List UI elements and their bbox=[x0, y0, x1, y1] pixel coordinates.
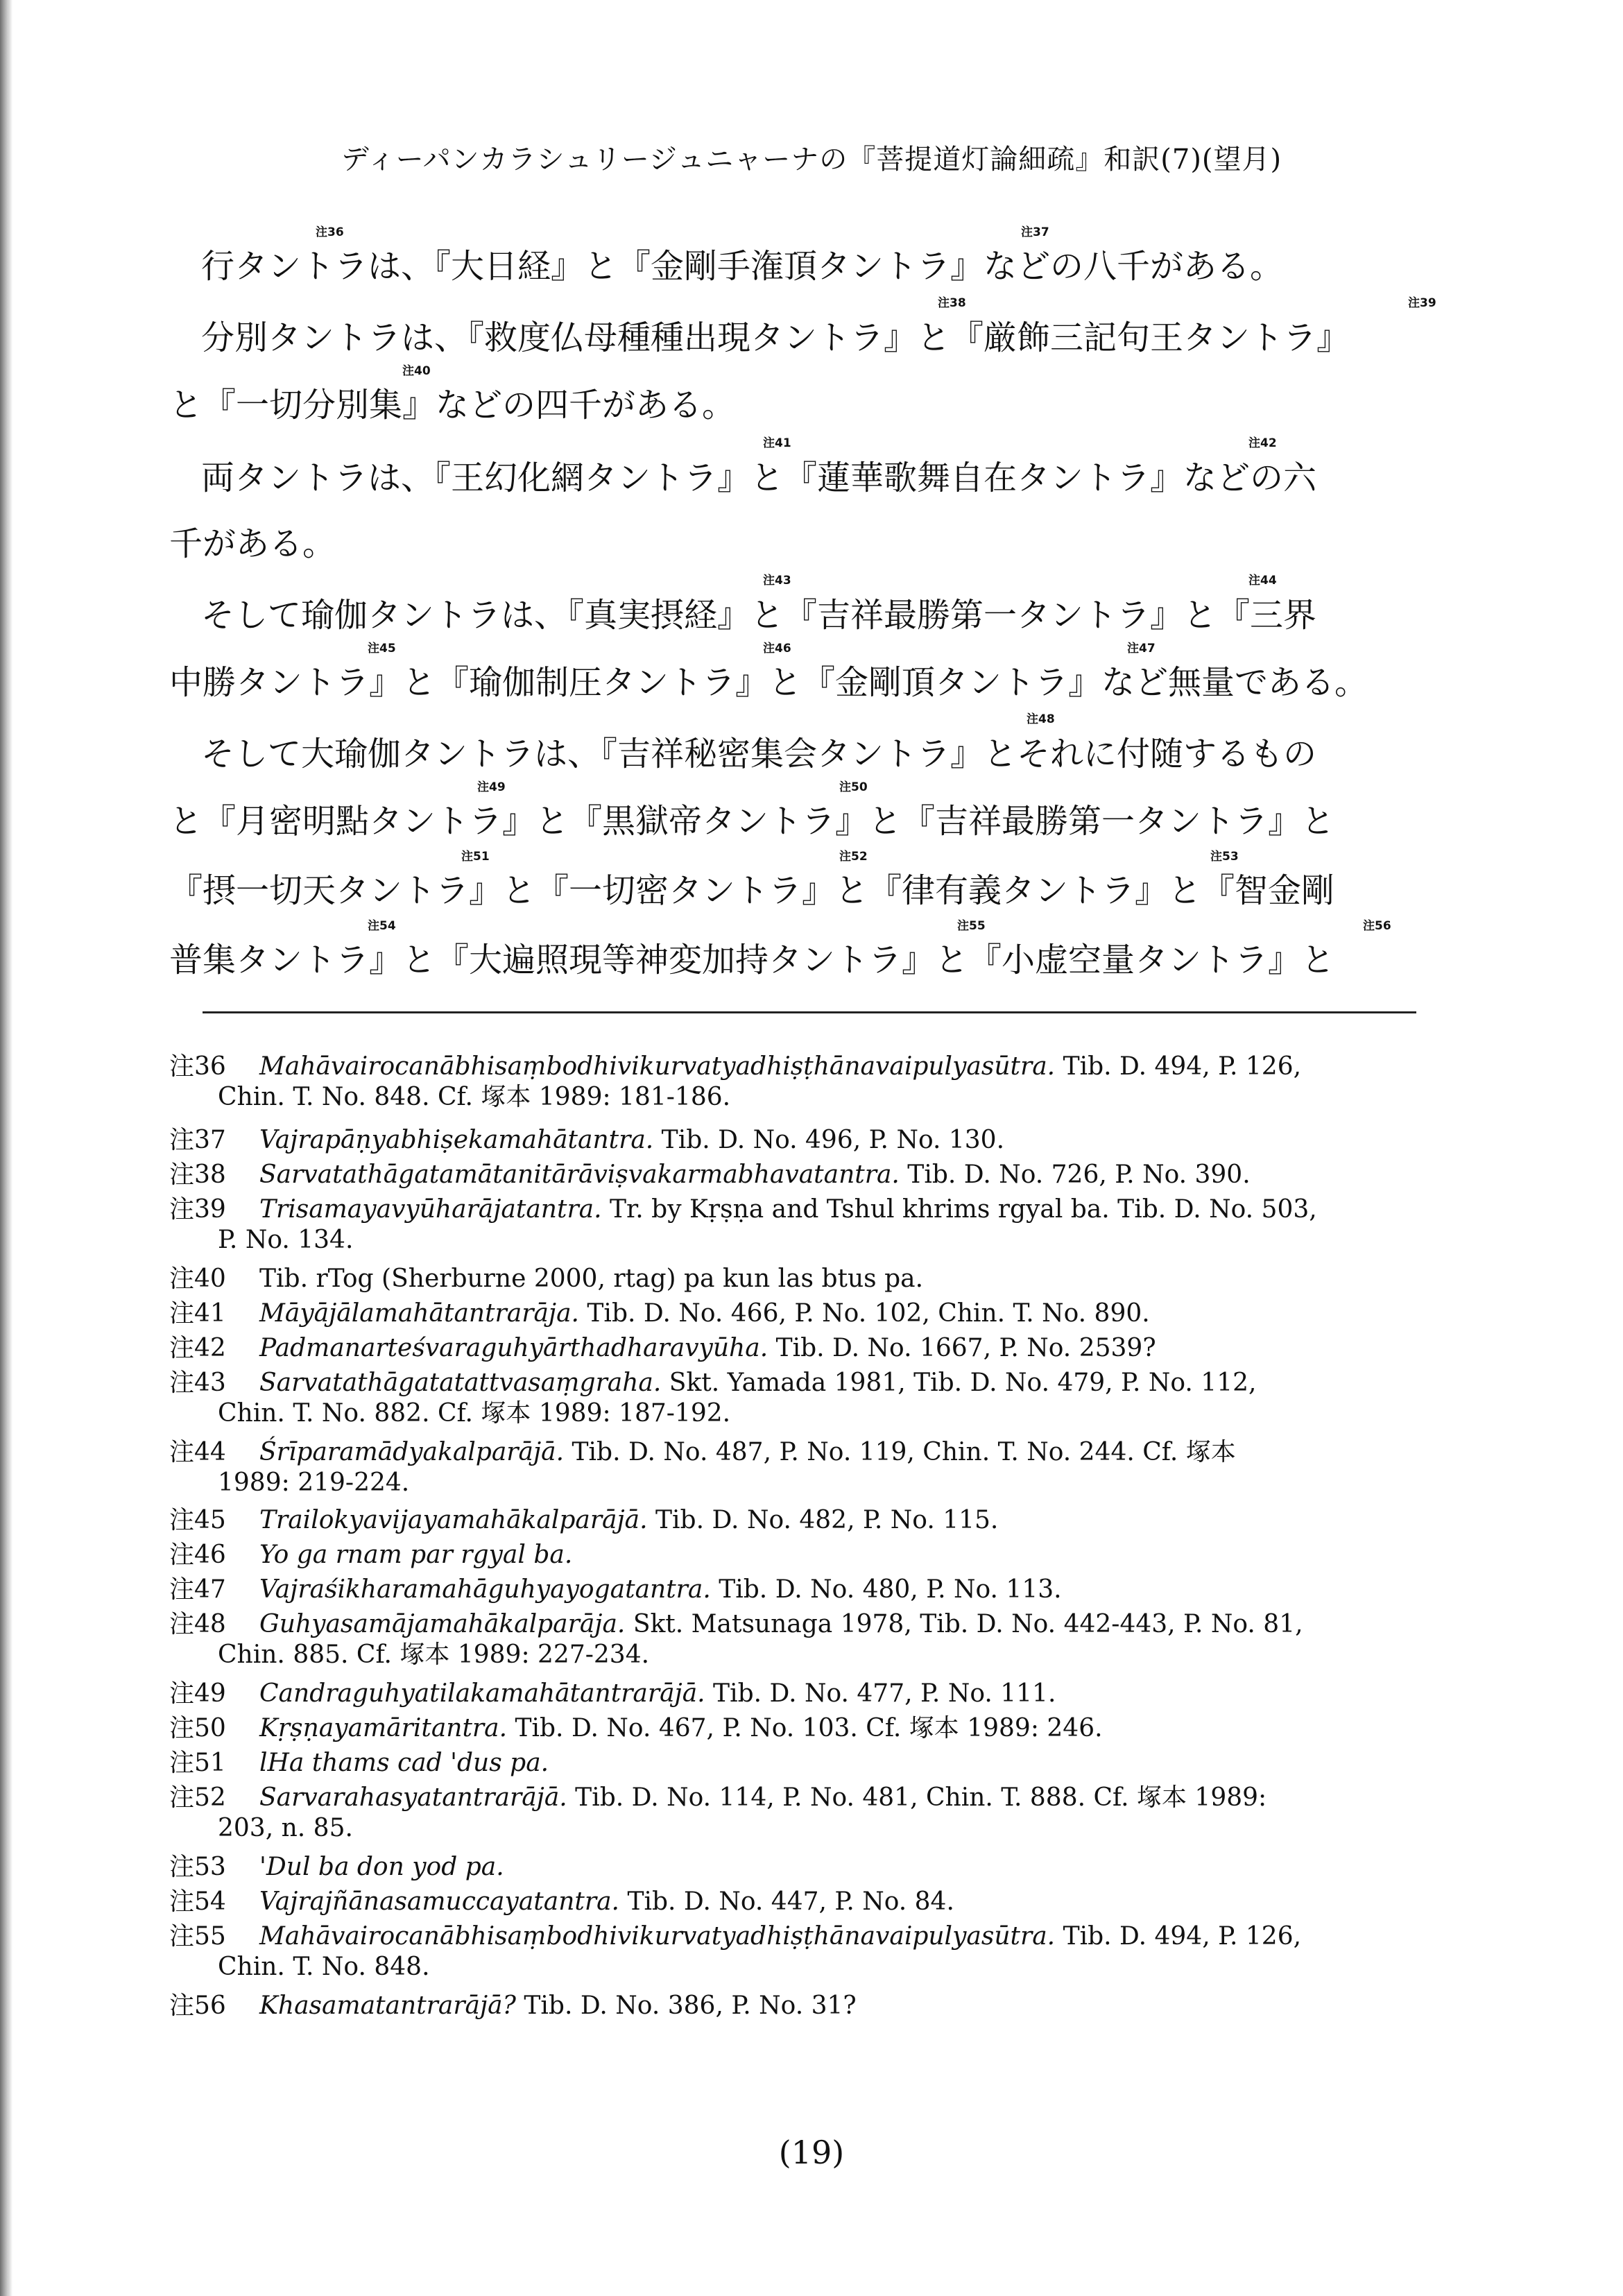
note-ref: 注52 bbox=[839, 850, 868, 864]
footnote-title: Padmanarteśvaraguhyārthadharavyūha. bbox=[259, 1334, 768, 1362]
footnote bbox=[169, 1748, 1470, 1779]
body-line: 両タントラは、『王幻化網タントラ』と『蓮華歌舞自在タントラ』などの六 bbox=[201, 459, 1317, 497]
footnote-title: Vajrajñānasamuccayatantra. bbox=[259, 1887, 619, 1916]
footnote-text: Tib. D. 494, P. 126, bbox=[1055, 1922, 1302, 1951]
footnote-continuation: Chin. 885. Cf. 塚本 1989: 227-234. bbox=[218, 1640, 650, 1669]
footnote-label: 注54 bbox=[169, 1887, 226, 1916]
footnote bbox=[169, 1052, 1470, 1113]
footnote bbox=[169, 1160, 1470, 1190]
body-line: そして瑜伽タントラは、『真実摂経』と『吉祥最勝第一タントラ』と『三界 bbox=[201, 596, 1317, 635]
note-ref: 注47 bbox=[1127, 642, 1156, 656]
body-line: 千がある。 bbox=[169, 524, 336, 563]
footnote-label: 注51 bbox=[169, 1749, 226, 1777]
footnote-title: Trailokyavijayamahākalparājā. bbox=[259, 1506, 648, 1534]
footnote-label: 注56 bbox=[169, 1991, 226, 2020]
footnote-continuation: Chin. T. No. 882. Cf. 塚本 1989: 187-192. bbox=[218, 1399, 731, 1428]
footnote-text: Tr. by Kṛṣṇa and Tshul khrims rgyal ba. Tib. D. No. 503, bbox=[601, 1195, 1317, 1224]
footnote-label: 注46 bbox=[169, 1541, 226, 1569]
footnote-continuation: P. No. 134. bbox=[218, 1226, 354, 1254]
footnote-text: Tib. D. No. 726, P. No. 390. bbox=[899, 1160, 1251, 1189]
footnote-label: 注49 bbox=[169, 1679, 226, 1708]
body-line: 分別タントラは、『救度仏母種種出現タントラ』と『厳飾三記句王タントラ』 bbox=[201, 318, 1350, 357]
body-line: と『一切分別集』などの四千がある。 bbox=[169, 386, 736, 425]
body-line: と『月密明點タントラ』と『黒獄帝タントラ』と『吉祥最勝第一タントラ』と bbox=[169, 802, 1335, 841]
footnote-title: Sarvatathāgatamātanitārāviṣvakarmabhavatantra. bbox=[259, 1160, 900, 1189]
footnote bbox=[169, 1333, 1470, 1364]
footnote-text: Tib. D. No. 1667, P. No. 2539? bbox=[768, 1334, 1156, 1362]
footnote-title: Vajraśikharamahāguhyayogatantra. bbox=[259, 1575, 711, 1604]
note-ref: 注56 bbox=[1363, 919, 1391, 933]
footnote bbox=[169, 1783, 1470, 1844]
footnote-text: Tib. D. No. 467, P. No. 103. Cf. 塚本 1989: 246. bbox=[507, 1714, 1103, 1742]
footnote bbox=[169, 1713, 1470, 1744]
note-ref: 注45 bbox=[368, 642, 396, 656]
page-number: (19) bbox=[778, 2134, 845, 2171]
footnote-text: Tib. D. No. 114, P. No. 481, Chin. T. 888. Cf. 塚本 1989: bbox=[567, 1783, 1267, 1812]
footnote-text: Tib. D. No. 466, P. No. 102, Chin. T. No. 890. bbox=[578, 1299, 1150, 1328]
body-line: 中勝タントラ』と『瑜伽制圧タントラ』と『金剛頂タントラ』など無量である。 bbox=[169, 663, 1368, 702]
note-ref: 注38 bbox=[938, 296, 966, 310]
footnote bbox=[169, 1194, 1470, 1256]
footnote-label: 注53 bbox=[169, 1853, 226, 1881]
footnote-label: 注50 bbox=[169, 1714, 226, 1742]
note-ref: 注55 bbox=[957, 919, 986, 933]
footnote-title: Candraguhyatilakamahātantrarājā. bbox=[259, 1679, 705, 1708]
running-header: ディーパンカラシュリージュニャーナの『菩提道灯論細疏』和訳(7)(望月) bbox=[341, 144, 1282, 175]
footnote-label: 注52 bbox=[169, 1783, 226, 1812]
footnote-title: Mahāvairocanābhisaṃbodhivikurvatyadhiṣṭhānavaipulyasūtra. bbox=[259, 1052, 1056, 1081]
footnote-title: Yo ga rnam par rgyal ba. bbox=[259, 1541, 573, 1569]
footnote-label: 注39 bbox=[169, 1195, 226, 1224]
footnote-text: Tib. D. No. 386, P. No. 31? bbox=[515, 1991, 857, 2020]
note-ref: 注41 bbox=[763, 436, 791, 450]
footnote-label: 注55 bbox=[169, 1922, 226, 1951]
footnote-continuation: Chin. T. No. 848. Cf. 塚本 1989: 181-186. bbox=[218, 1083, 731, 1111]
footnote bbox=[169, 1505, 1470, 1536]
note-ref: 注54 bbox=[368, 919, 396, 933]
note-ref: 注37 bbox=[1021, 225, 1049, 239]
footnote-text: Tib. D. No. 487, P. No. 119, Chin. T. No. 244. Cf. 塚本 bbox=[564, 1438, 1236, 1466]
footnote bbox=[169, 1368, 1470, 1429]
footnote-title: Vajrapāṇyabhiṣekamahātantra. bbox=[259, 1126, 654, 1154]
footnote-title: Guhyasamājamahākalparāja. bbox=[259, 1610, 626, 1638]
note-ref: 注40 bbox=[402, 364, 431, 378]
footnote bbox=[169, 1991, 1470, 2021]
note-ref: 注44 bbox=[1248, 574, 1277, 588]
note-ref: 注53 bbox=[1210, 850, 1239, 864]
footnote-title: Trisamayavyūharājatantra. bbox=[259, 1195, 602, 1224]
footnote-title: Khasamatantrarājā? bbox=[259, 1991, 516, 2020]
footnote bbox=[169, 1609, 1470, 1670]
footnote-label: 注48 bbox=[169, 1610, 226, 1638]
footnote-text: Tib. D. No. 447, P. No. 84. bbox=[619, 1887, 954, 1916]
footnote-label: 注42 bbox=[169, 1334, 226, 1362]
footnote-title: Sarvarahasyatantrarājā. bbox=[259, 1783, 567, 1812]
note-ref: 注49 bbox=[477, 780, 506, 794]
footnote bbox=[169, 1299, 1470, 1329]
note-ref: 注43 bbox=[763, 574, 791, 588]
footnote bbox=[169, 1852, 1470, 1883]
footnote-label: 注47 bbox=[169, 1575, 226, 1604]
footnote-divider bbox=[203, 1011, 1416, 1013]
scan-binding-shadow bbox=[8, 0, 12, 2296]
footnote-label: 注45 bbox=[169, 1506, 226, 1534]
footnote-title: Māyājālamahātantrarāja. bbox=[259, 1299, 579, 1328]
scan-binding-edge bbox=[0, 0, 8, 2296]
footnote-text: Tib. D. No. 482, P. No. 115. bbox=[647, 1506, 999, 1534]
footnote-text: Tib. D. No. 496, P. No. 130. bbox=[653, 1126, 1005, 1154]
footnote-label: 注43 bbox=[169, 1369, 226, 1397]
footnote-continuation: Chin. T. No. 848. bbox=[218, 1953, 430, 1981]
note-ref: 注48 bbox=[1027, 712, 1055, 726]
footnote-label: 注44 bbox=[169, 1438, 226, 1466]
note-ref: 注46 bbox=[763, 642, 791, 656]
body-line: そして大瑜伽タントラは、『吉祥秘密集会タントラ』とそれに付随するもの bbox=[201, 735, 1317, 773]
footnote-continuation: 1989: 219-224. bbox=[218, 1468, 410, 1497]
footnote-label: 注38 bbox=[169, 1160, 226, 1189]
footnote-label: 注37 bbox=[169, 1126, 226, 1154]
body-line: 『摂一切天タントラ』と『一切密タントラ』と『律有義タントラ』と『智金剛 bbox=[169, 871, 1335, 910]
footnote-text: Tib. D. No. 480, P. No. 113. bbox=[710, 1575, 1062, 1604]
footnote bbox=[169, 1921, 1470, 1982]
footnote bbox=[169, 1887, 1470, 1917]
footnote-continuation: 203, n. 85. bbox=[218, 1814, 353, 1842]
footnote-title: Sarvatathāgatatattvasaṃgraha. bbox=[259, 1369, 662, 1397]
footnote-title: 'Dul ba don yod pa. bbox=[259, 1853, 504, 1881]
footnote bbox=[169, 1575, 1470, 1605]
note-ref: 注51 bbox=[461, 850, 490, 864]
note-ref: 注36 bbox=[316, 225, 344, 239]
footnote-text: Skt. Matsunaga 1978, Tib. D. No. 442-443, P. No. 81, bbox=[625, 1610, 1303, 1638]
footnote-title: Śrīparamādyakalparājā. bbox=[259, 1438, 565, 1466]
footnote-label: 注36 bbox=[169, 1052, 226, 1081]
footnote bbox=[169, 1437, 1470, 1498]
footnote-label: 注40 bbox=[169, 1265, 226, 1293]
footnote bbox=[169, 1540, 1470, 1570]
footnote bbox=[169, 1125, 1470, 1156]
note-ref: 注39 bbox=[1408, 296, 1436, 310]
footnote-text: Tib. D. 494, P. 126, bbox=[1055, 1052, 1302, 1081]
note-ref: 注50 bbox=[839, 780, 868, 794]
body-line: 普集タントラ』と『大遍照現等神変加持タントラ』と『小虚空量タントラ』と bbox=[169, 941, 1335, 979]
footnote-title: Mahāvairocanābhisaṃbodhivikurvatyadhiṣṭhānavaipulyasūtra. bbox=[259, 1922, 1056, 1951]
note-ref: 注42 bbox=[1248, 436, 1277, 450]
footnote-text: Skt. Yamada 1981, Tib. D. No. 479, P. No. 112, bbox=[661, 1369, 1257, 1397]
footnote-text: Tib. D. No. 477, P. No. 111. bbox=[705, 1679, 1056, 1708]
footnote bbox=[169, 1679, 1470, 1709]
footnote-label: 注41 bbox=[169, 1299, 226, 1328]
body-line: 行タントラは、『大日経』と『金剛手潅頂タントラ』などの八千がある。 bbox=[201, 247, 1284, 286]
footnote-text: Tib. rTog (Sherburne 2000, rtag) pa kun las btus pa. bbox=[259, 1265, 924, 1293]
footnote-title: lHa thams cad 'dus pa. bbox=[259, 1749, 549, 1777]
footnote bbox=[169, 1264, 1470, 1294]
footnote-title: Kṛṣṇayamāritantra. bbox=[259, 1714, 508, 1742]
